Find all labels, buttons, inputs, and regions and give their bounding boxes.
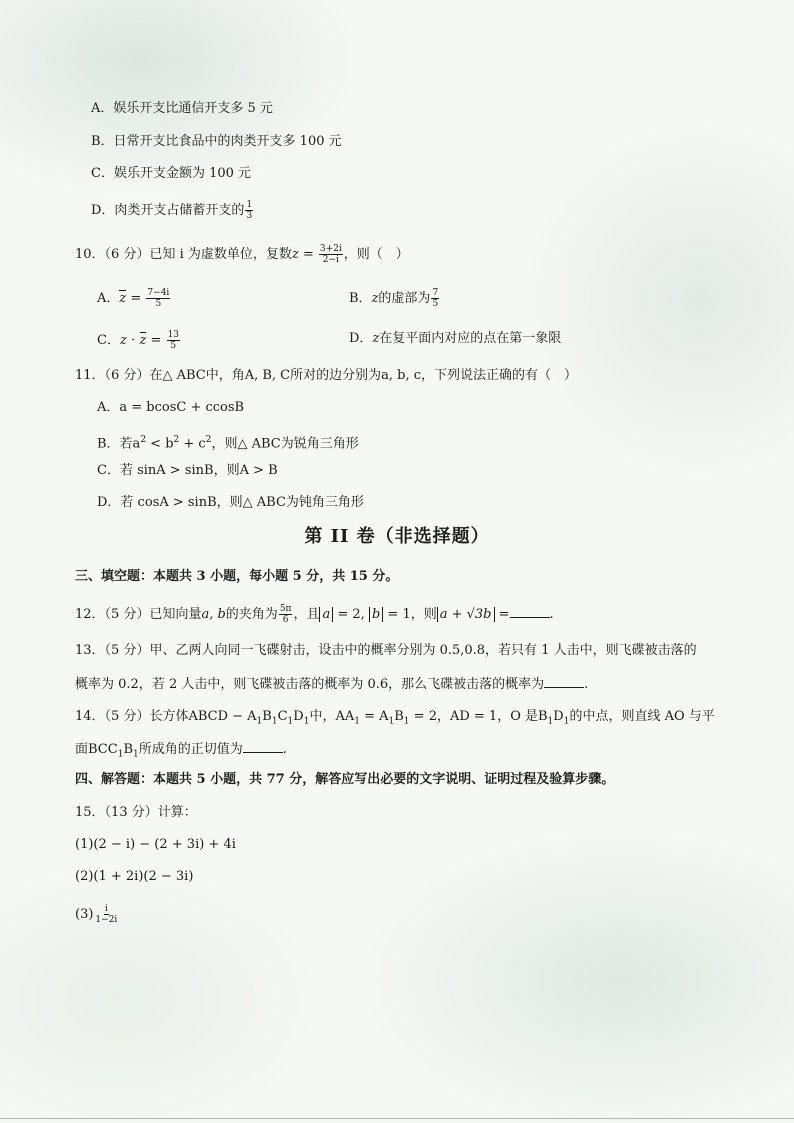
subscript: 1 [354,716,360,727]
q9-option-d-fraction [245,200,253,221]
q9-option-c: C．娱乐开支金额为 100 元 [91,166,252,181]
q10-stem-text: 10．（6 分）已知 i 为虚数单位，复数 [75,247,292,262]
q12-angle-fraction [279,604,293,625]
q11-stem: 11．（6 分）在△ ABC中，角A, B, C所对的边分别为a, b, c，下列说法正确的有（ ） [75,368,578,383]
fraction-denominator: 3 [246,211,253,221]
fraction-numerator: 1 [246,200,253,210]
q10-variable: z = [291,247,314,262]
subscript: 1 [388,716,395,727]
q13-line-1: 13．（5 分）甲、乙两人向同一飞碟射击，设击中的概率分别为 0.5,0.8，若只有 1 人击中，则飞碟被击落的 [75,643,697,658]
q15-part-3-fraction [94,904,118,925]
q12-text: = 1，则 [383,607,437,622]
q12-stem [75,604,554,625]
exponent: 2 [205,435,212,445]
q11-option-c: C．若 sinA > sinB，则A > B [97,463,278,478]
q13-text: . [584,677,589,692]
section-three-header: 三、填空题：本题共 3 小题，每小题 5 分，共 15 分。 [75,569,399,584]
q14-text: . [282,742,287,757]
fraction-numerator: 7−4i [147,288,170,298]
option-label: C． [97,333,120,348]
q12-magnitude-sum: a + √3b [437,607,495,622]
q10-option-a [97,288,171,309]
fraction-denominator: 2−i [322,255,339,265]
q14-text: C [277,709,288,724]
fraction-denominator: 6 [282,615,289,625]
option-text: < b [146,436,174,452]
q10-stem [75,244,409,265]
q15-part-3 [75,904,119,925]
q12-text: . [549,607,554,622]
q11-option-b [97,431,359,453]
q14-line-1 [75,708,715,731]
fraction-numerator: 3+2i [319,244,342,254]
q10-stem-fraction [319,244,343,265]
option-text: B．若a [97,436,141,452]
q12-text: 12．（5 分）已知向量 [75,607,202,622]
q14-text: 所成角的正切值为 [138,742,243,757]
option-expression: z ⋅ [119,333,140,348]
fraction-denominator: 5 [155,299,162,309]
q14-text: B [262,709,272,724]
option-label: A． [97,291,120,306]
section-four-header: 四、解答题：本题共 5 小题，共 77 分，解答应写出必要的文字说明、证明过程及验算步骤。 [75,772,615,787]
q13-text: 概率为 0.2，若 2 人击中，则飞碟被击落的概率为 0.6，那么飞碟被击落的概率为 [75,677,545,692]
q14-text: D [293,709,304,724]
q12-answer-blank [510,605,550,618]
q10-option-d [349,330,561,348]
q10-option-b [349,288,440,309]
fraction-numerator: 13 [167,330,180,340]
subscript: 1 [563,716,570,727]
fraction-numerator: i [104,904,108,914]
q9-option-b: B．日常开支比食品中的肉类开支多 100 元 [91,134,342,149]
exponent: 2 [140,435,147,445]
q11-option-a: A．a = bcosC + ccosB [97,400,245,415]
fraction-denominator: 5 [170,341,177,351]
option-text: 在复平面内对应的点在第一象限 [379,331,562,346]
equals-sign: = [146,333,162,348]
option-text: + c [179,436,206,452]
conjugate-z: z [119,291,127,306]
q12-text: ，且 [293,607,320,622]
q14-text: B [394,709,404,724]
q11-option-d: D．若 cosA > sinB，则△ ABC为钝角三角形 [97,495,364,510]
q10-option-b-fraction [431,288,439,309]
q14-text: 的中点，则直线 AO 与平 [569,709,715,724]
q12-text: = [494,607,510,622]
exponent: 2 [173,435,180,445]
q14-text: 面BCC [75,742,118,757]
q14-text: 中，AA [309,709,355,724]
q10-stem-end: ，则（ ） [343,247,409,262]
fraction-numerator: 5π [279,604,292,614]
subscript: 1 [117,749,124,760]
subscript: 1 [547,716,554,727]
subscript: 1 [133,749,139,760]
q9-option-a: A．娱乐开支比通信开支多 5 元 [91,101,273,116]
q15-stem: 15．（13 分）计算： [75,805,197,820]
q9-option-d [91,200,254,221]
option-text: ，则△ ABC为锐角三角形 [211,436,359,452]
subscript: 1 [256,716,263,727]
variable-z: z [371,291,379,306]
fraction-denominator: 5 [432,299,439,309]
q12-magnitude-b: b [369,607,383,622]
subscript: 1 [303,716,310,727]
fraction-numerator: 7 [432,288,439,298]
equals-sign: = [126,291,142,306]
q12-text: = 2, [333,607,369,622]
q15-part-2: (2)(1 + 2i)(2 − 3i) [75,869,194,884]
q13-line-2 [75,675,588,694]
conjugate-z: z [139,333,147,348]
page-bottom-edge [0,1118,794,1119]
subscript: 1 [403,716,410,727]
option-label: B． [349,291,372,306]
q15-part-1: (1)(2 − i) − (2 + 3i) + 4i [75,837,236,852]
q14-text: D [553,709,564,724]
q10-option-c [97,330,181,351]
subscript: 1 [271,716,278,727]
q14-text: = A [359,709,389,724]
part-two-title: 第 II 卷（非选择题） [304,526,490,547]
variable-z: z [372,331,380,346]
q14-line-2 [75,740,287,764]
q14-text: B [123,742,133,757]
q14-text: = 2，AD = 1，O 是B [409,709,548,724]
q10-option-a-fraction [146,288,170,309]
option-text: 的虚部为 [378,291,431,306]
q15-part-3-label: (3) [75,907,94,922]
q14-text: 14．（5 分）长方体ABCD − A [75,709,257,724]
option-label: D． [349,331,373,346]
fraction-denominator: 1−2i [95,915,118,925]
q12-text: 的夹角为 [225,607,278,622]
q12-vectors: a, b [201,607,226,622]
subscript: 1 [287,716,294,727]
q14-answer-blank [243,740,283,753]
q9-option-d-text: D．肉类开支占储蓄开支的 [91,203,245,218]
q13-answer-blank [544,675,584,688]
q10-option-c-fraction [167,330,180,351]
q12-magnitude-a: a [319,607,333,622]
